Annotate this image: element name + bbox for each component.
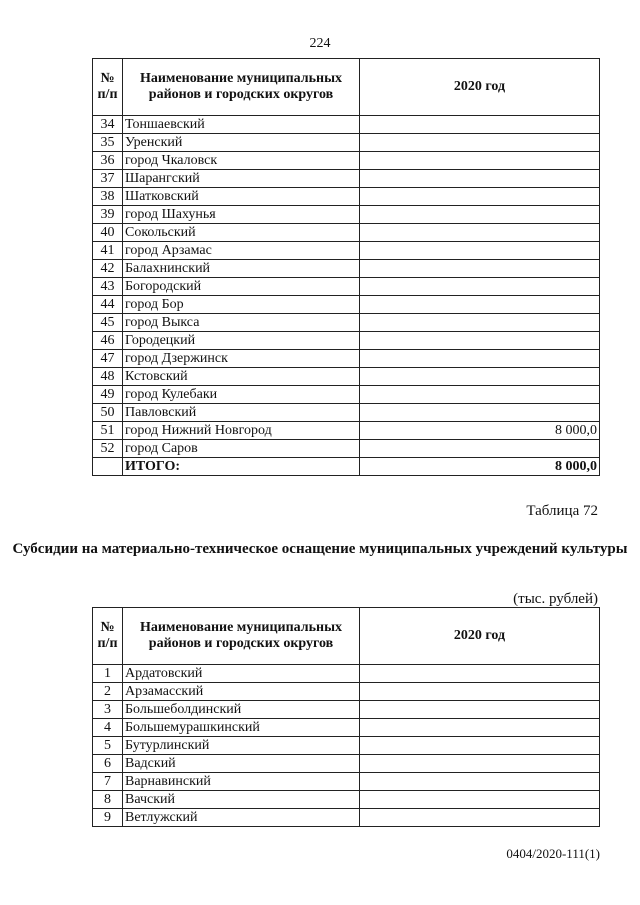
row-number: 39 (93, 206, 123, 224)
row-number: 36 (93, 152, 123, 170)
row-value (360, 314, 600, 332)
total-row (93, 458, 600, 476)
row-number: 47 (93, 350, 123, 368)
table-2 (92, 607, 600, 827)
table-row (93, 737, 600, 755)
table-row (93, 314, 600, 332)
table-row (93, 206, 600, 224)
row-value (360, 737, 600, 755)
row-value (360, 152, 600, 170)
row-name: город Шахунья (123, 206, 360, 224)
header-num: № п/п (93, 608, 123, 665)
table-row (93, 755, 600, 773)
table-row (93, 422, 600, 440)
row-name: Варнавинский (123, 773, 360, 791)
row-name: Павловский (123, 404, 360, 422)
row-number: 40 (93, 224, 123, 242)
row-number: 8 (93, 791, 123, 809)
header-year: 2020 год (360, 608, 600, 665)
row-number: 50 (93, 404, 123, 422)
table-row (93, 260, 600, 278)
table-row (93, 404, 600, 422)
table-1-body (93, 116, 600, 458)
table-row (93, 170, 600, 188)
row-number: 49 (93, 386, 123, 404)
header-name: Наименование муниципальных районов и городских округов (123, 608, 360, 665)
table-caption: Таблица 72 (526, 503, 598, 519)
row-name: Ветлужский (123, 809, 360, 827)
document-code: 0404/2020-111(1) (506, 846, 600, 861)
row-number: 5 (93, 737, 123, 755)
row-number: 35 (93, 134, 123, 152)
row-name: город Выкса (123, 314, 360, 332)
row-number: 42 (93, 260, 123, 278)
table-row (93, 701, 600, 719)
row-name: Богородский (123, 278, 360, 296)
table-row (93, 296, 600, 314)
row-value (360, 134, 600, 152)
row-value (360, 278, 600, 296)
row-number: 34 (93, 116, 123, 134)
table-row (93, 116, 600, 134)
row-name: город Саров (123, 440, 360, 458)
table-row (93, 665, 600, 683)
table-row (93, 278, 600, 296)
row-number: 3 (93, 701, 123, 719)
table-row (93, 134, 600, 152)
row-number: 45 (93, 314, 123, 332)
row-name: Вачский (123, 791, 360, 809)
table-row (93, 332, 600, 350)
total-label: ИТОГО: (123, 458, 360, 476)
row-number: 43 (93, 278, 123, 296)
row-number: 52 (93, 440, 123, 458)
row-name: Кстовский (123, 368, 360, 386)
row-value (360, 440, 600, 458)
units-label: (тыс. рублей) (513, 591, 598, 607)
row-value (360, 170, 600, 188)
row-value (360, 332, 600, 350)
row-number: 44 (93, 296, 123, 314)
row-value (360, 755, 600, 773)
row-number: 2 (93, 683, 123, 701)
row-value (360, 683, 600, 701)
row-name: Вадский (123, 755, 360, 773)
row-value (360, 386, 600, 404)
row-name: Ардатовский (123, 665, 360, 683)
row-number: 46 (93, 332, 123, 350)
row-value (360, 296, 600, 314)
row-name: Шатковский (123, 188, 360, 206)
table-row (93, 350, 600, 368)
table-1 (92, 58, 600, 476)
row-name: Тоншаевский (123, 116, 360, 134)
table-row (93, 368, 600, 386)
header-num: № п/п (93, 59, 123, 116)
table-2-body (93, 665, 600, 827)
table-row (93, 440, 600, 458)
row-name: Бутурлинский (123, 737, 360, 755)
row-name: город Бор (123, 296, 360, 314)
table-row (93, 719, 600, 737)
row-value (360, 404, 600, 422)
row-value (360, 206, 600, 224)
table-row (93, 809, 600, 827)
row-number: 37 (93, 170, 123, 188)
row-number: 51 (93, 422, 123, 440)
row-name: город Нижний Новгород (123, 422, 360, 440)
row-number: 9 (93, 809, 123, 827)
table-row (93, 188, 600, 206)
row-number: 7 (93, 773, 123, 791)
table-header (93, 59, 600, 116)
section-title: Субсидии на материально-техническое оснащение муниципальных учреждений культуры (12, 541, 628, 557)
row-value (360, 791, 600, 809)
header-year: 2020 год (360, 59, 600, 116)
row-name: Уренский (123, 134, 360, 152)
row-name: город Кулебаки (123, 386, 360, 404)
row-name: Шарангский (123, 170, 360, 188)
table-row (93, 224, 600, 242)
table-row (93, 242, 600, 260)
row-value (360, 701, 600, 719)
row-name: Большемурашкинский (123, 719, 360, 737)
table-row (93, 683, 600, 701)
row-number: 1 (93, 665, 123, 683)
page-number: 224 (309, 36, 331, 51)
row-value (360, 665, 600, 683)
row-name: город Дзержинск (123, 350, 360, 368)
table-row (93, 773, 600, 791)
row-name: Сокольский (123, 224, 360, 242)
table-row (93, 386, 600, 404)
row-value (360, 773, 600, 791)
row-number: 38 (93, 188, 123, 206)
row-number: 4 (93, 719, 123, 737)
row-name: город Арзамас (123, 242, 360, 260)
row-value (360, 260, 600, 278)
total-num-cell (93, 458, 123, 476)
row-value (360, 368, 600, 386)
row-value (360, 116, 600, 134)
row-name: Большеболдинский (123, 701, 360, 719)
row-number: 41 (93, 242, 123, 260)
row-value (360, 719, 600, 737)
row-value: 8 000,0 (360, 422, 600, 440)
row-number: 48 (93, 368, 123, 386)
row-value (360, 224, 600, 242)
row-value (360, 809, 600, 827)
row-value (360, 350, 600, 368)
header-name: Наименование муниципальных районов и городских округов (123, 59, 360, 116)
total-value: 8 000,0 (360, 458, 600, 476)
table-row (93, 152, 600, 170)
row-value (360, 188, 600, 206)
row-name: город Чкаловск (123, 152, 360, 170)
table-header (93, 608, 600, 665)
row-name: Городецкий (123, 332, 360, 350)
table-row (93, 791, 600, 809)
row-name: Арзамасский (123, 683, 360, 701)
row-name: Балахнинский (123, 260, 360, 278)
row-number: 6 (93, 755, 123, 773)
row-value (360, 242, 600, 260)
